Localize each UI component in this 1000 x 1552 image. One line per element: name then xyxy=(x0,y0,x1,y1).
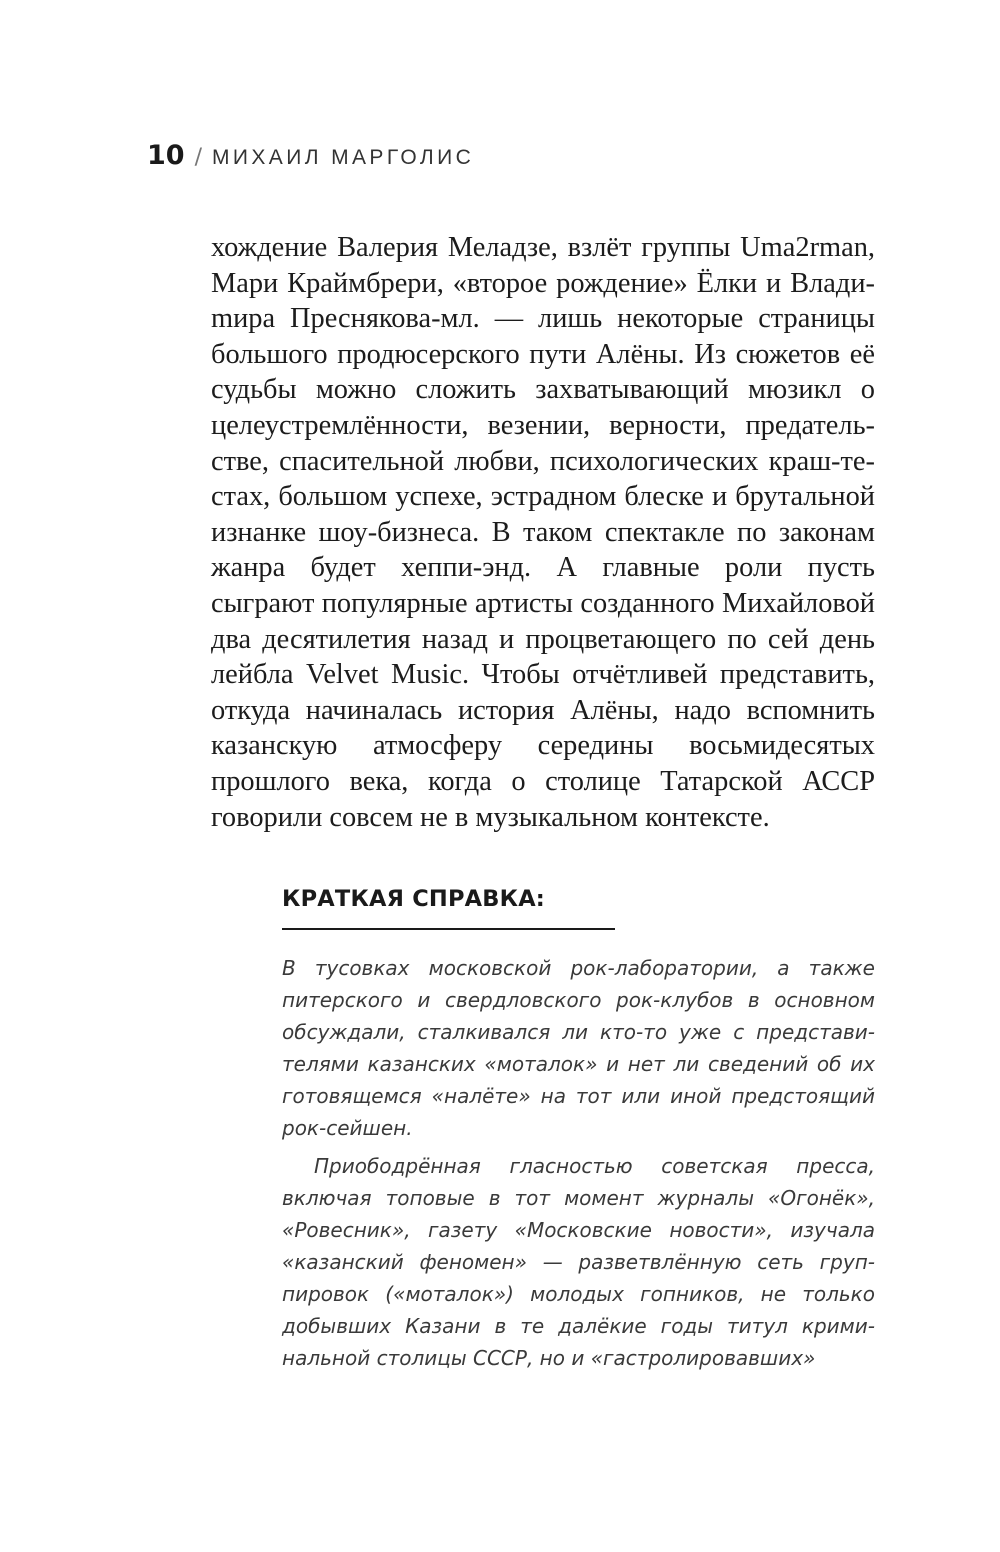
aside-title: КРАТКАЯ СПРАВКА: xyxy=(282,884,615,930)
aside-paragraph-1: В тусовках московской рок-лаборатории, а также питерского и свердловского рок-клубов в основном обсуждали, сталкивался ли кто-то уже с представителями казанских «моталок» и нет ли сведений об их готовящемся «налёте» на тот или иной предстоящий рок-сейшен. xyxy=(282,956,875,1140)
header-separator: / xyxy=(194,145,202,170)
aside-body xyxy=(282,952,875,1374)
main-paragraph: хождение Валерия Меладзе, взлёт группы Uma2rman, Мари Краймбрери, «второе рождение» Ёлки и Владиmира Преснякова-мл. — лишь некоторые страницы большого продюсерского пути Алёны. Из сюжетов её судьбы можно сложить захватывающий мюзикл о целеустремлённости, везении, верности, предательстве, спасительной любви, психологических краш-тестах, большом успехе, эстрадном блеске и брутальной изнанке шоу-бизнеса. В таком спектакле по законам жанра будет хеппи-энд. А главные роли пусть сыграют популярные артисты созданного Михайловой два десятилетия назад и процветающего по сей день лейбла Velvet Music. Чтобы отчётливей представить, откуда начиналась история Алёны, надо вспомнить казанскую атмосферу середины восьмидесятых прошлого века, когда о столице Татарской АССР говорили совсем не в музыкальном контексте. xyxy=(211,232,875,833)
header-author: МИХАИЛ МАРГОЛИС xyxy=(212,146,475,169)
running-header xyxy=(147,138,474,176)
page-number: 10 xyxy=(147,140,185,171)
aside-paragraph-2: Приободрённая гласностью советская пресса, включая топовые в тот момент журналы «Огонёк», «Ровесник», газету «Московские новости», изучала «казанский феномен» — разветвлённую сеть группировок («моталок») молодых гопников, не только добывших Казани в те далёкие годы титул криминальной столицы СССР, но и «гастролировавших» xyxy=(282,1154,875,1370)
